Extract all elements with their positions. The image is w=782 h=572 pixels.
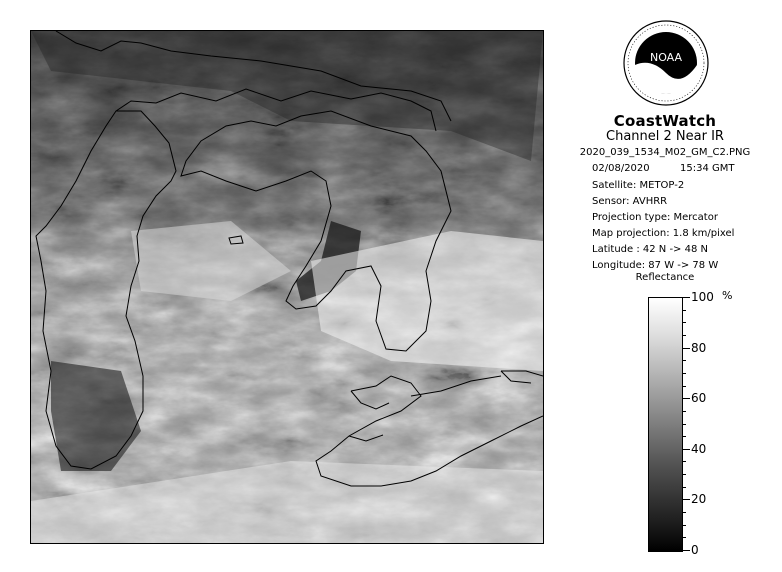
svg-text:NOAA: NOAA bbox=[649, 51, 683, 64]
projection-type: Projection type: Mercator bbox=[592, 212, 718, 223]
colorbar-tick-mark bbox=[682, 487, 686, 488]
satellite: Satellite: METOP-2 bbox=[592, 180, 685, 191]
colorbar-tick-mark bbox=[682, 348, 690, 349]
colorbar-tick-mark bbox=[682, 335, 686, 336]
colorbar-tick-mark bbox=[682, 499, 690, 500]
sensor: Sensor: AVHRR bbox=[592, 196, 668, 207]
channel-label: Channel 2 Near IR bbox=[606, 129, 724, 144]
colorbar-tick-mark bbox=[682, 436, 686, 437]
colorbar-tick-mark bbox=[682, 474, 686, 475]
colorbar-tick-label: 100 bbox=[691, 290, 714, 304]
longitude: Longitude: 87 W -> 78 W bbox=[592, 260, 719, 271]
brand-title: CoastWatch bbox=[613, 112, 717, 130]
colorbar-tick-label: 0 bbox=[691, 543, 699, 557]
map-projection: Map projection: 1.8 km/pixel bbox=[592, 228, 735, 239]
colorbar-tick-mark bbox=[682, 297, 690, 298]
legend-title: Reflectance bbox=[635, 272, 695, 283]
colorbar-tick-mark bbox=[682, 386, 686, 387]
latitude: Latitude : 42 N -> 48 N bbox=[592, 244, 708, 255]
colorbar-tick-label: 60 bbox=[691, 391, 707, 405]
info-panel bbox=[560, 0, 770, 572]
colorbar-tick-mark bbox=[682, 424, 686, 425]
colorbar-tick-mark bbox=[682, 411, 686, 412]
colorbar-tick-mark bbox=[682, 525, 686, 526]
colorbar-tick-mark bbox=[682, 461, 686, 462]
colorbar-tick-mark bbox=[682, 360, 686, 361]
date: 02/08/2020 bbox=[592, 163, 650, 174]
reflectance-map bbox=[31, 31, 543, 543]
time: 15:34 GMT bbox=[680, 163, 735, 174]
noaa-logo-icon bbox=[621, 18, 711, 108]
colorbar-tick-mark bbox=[682, 398, 690, 399]
colorbar-tick-label: 20 bbox=[691, 492, 707, 506]
colorbar-tick-label: 40 bbox=[691, 442, 707, 456]
colorbar-tick-mark bbox=[682, 322, 686, 323]
colorbar-tick-mark bbox=[682, 550, 690, 551]
colorbar-tick-mark bbox=[682, 373, 686, 374]
colorbar-tick-mark bbox=[682, 310, 686, 311]
satellite-image bbox=[30, 30, 544, 544]
filename: 2020_039_1534_M02_GM_C2.PNG bbox=[579, 147, 751, 158]
colorbar-tick-mark bbox=[682, 537, 686, 538]
colorbar-tick-mark bbox=[682, 449, 690, 450]
reflectance-colorbar bbox=[648, 297, 683, 552]
colorbar-tick-label: 80 bbox=[691, 341, 707, 355]
legend-unit: % bbox=[722, 289, 733, 302]
colorbar-tick-mark bbox=[682, 512, 686, 513]
